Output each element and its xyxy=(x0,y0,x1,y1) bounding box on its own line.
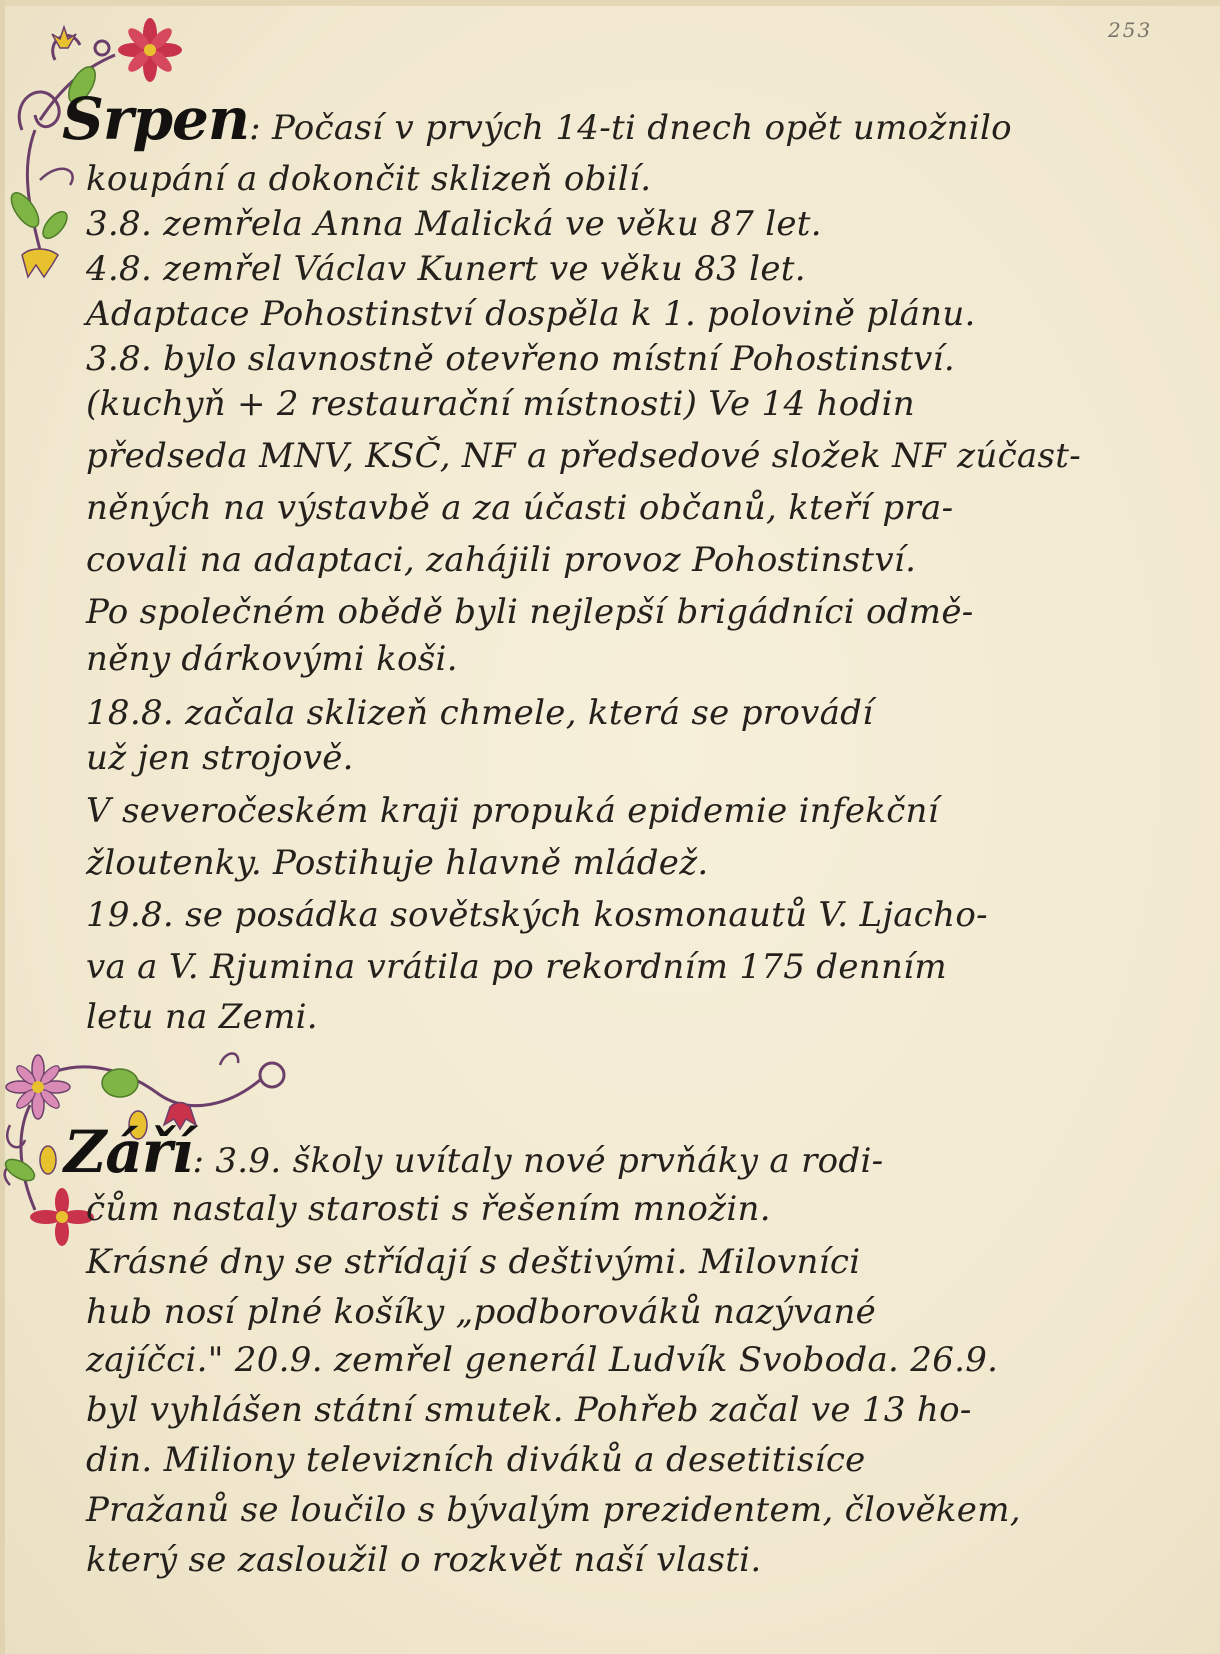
august-line: 3.8. bylo slavnostně otevřeno místní Pohostinství. xyxy=(86,339,955,379)
august-line: (kuchyň + 2 restaurační místnosti) Ve 14 hodin xyxy=(86,384,915,424)
month-heading-august: Srpen xyxy=(62,85,250,153)
september-line: hub nosí plné košíky „podborováků nazývané xyxy=(86,1292,877,1332)
august-line: 19.8. se posádka sovětských kosmonautů V. Ljacho- xyxy=(86,895,988,935)
august-line: předseda MNV, KSČ, NF a předsedové složek NF zúčast- xyxy=(86,436,1081,476)
september-line: zajíčci." 20.9. zemřel generál Ludvík Svoboda. 26.9. xyxy=(86,1340,999,1380)
september-line: který se zasloužil o rozkvět naší vlasti. xyxy=(86,1540,762,1580)
august-line: 3.8. zemřela Anna Malická ve věku 87 let. xyxy=(86,204,822,244)
september-line: čům nastaly starosti s řešením množin. xyxy=(86,1189,771,1229)
august-line: letu na Zemi. xyxy=(86,997,318,1037)
august-line: V severočeském kraji propuká epidemie infekční xyxy=(86,791,939,831)
august-line: něných na výstavbě a za účasti občanů, kteří pra- xyxy=(86,488,954,528)
august-line: 18.8. začala sklizeň chmele, která se provádí xyxy=(86,693,874,733)
month-heading-september: Září xyxy=(64,1118,193,1186)
september-first-line-text: : 3.9. školy uvítaly nové prvňáky a rodi- xyxy=(192,1141,884,1181)
august-line: Po společném obědě byli nejlepší brigádníci odmě- xyxy=(86,592,974,632)
september-line: din. Miliony televizních diváků a desetitisíce xyxy=(86,1440,866,1480)
august-first-line xyxy=(62,85,1012,155)
september-line: byl vyhlášen státní smutek. Pohřeb začal ve 13 ho- xyxy=(86,1390,972,1430)
september-line: Pražanů se loučilo s bývalým prezidentem, člověkem, xyxy=(86,1490,1021,1530)
august-line: covali na adaptaci, zahájili provoz Pohostinství. xyxy=(86,540,917,580)
august-line: koupání a dokončit sklizeň obilí. xyxy=(86,159,652,199)
august-line: něny dárkovými koši. xyxy=(86,639,458,679)
august-line: už jen strojově. xyxy=(86,738,354,778)
page-number: 253 xyxy=(1108,18,1153,42)
august-line: Adaptace Pohostinství dospěla k 1. polovině plánu. xyxy=(86,294,976,334)
august-line: 4.8. zemřel Václav Kunert ve věku 83 let. xyxy=(86,249,806,289)
september-first-line xyxy=(64,1118,884,1188)
august-line: va a V. Rjumina vrátila po rekordním 175 denním xyxy=(86,947,947,987)
september-line: Krásné dny se střídají s deštivými. Milovníci xyxy=(86,1242,861,1282)
page-top-edge xyxy=(0,0,1220,6)
august-line: žloutenky. Postihuje hlavně mládež. xyxy=(86,843,709,883)
august-first-line-text: : Počasí v prvých 14-ti dnech opět umožnilo xyxy=(249,108,1012,148)
